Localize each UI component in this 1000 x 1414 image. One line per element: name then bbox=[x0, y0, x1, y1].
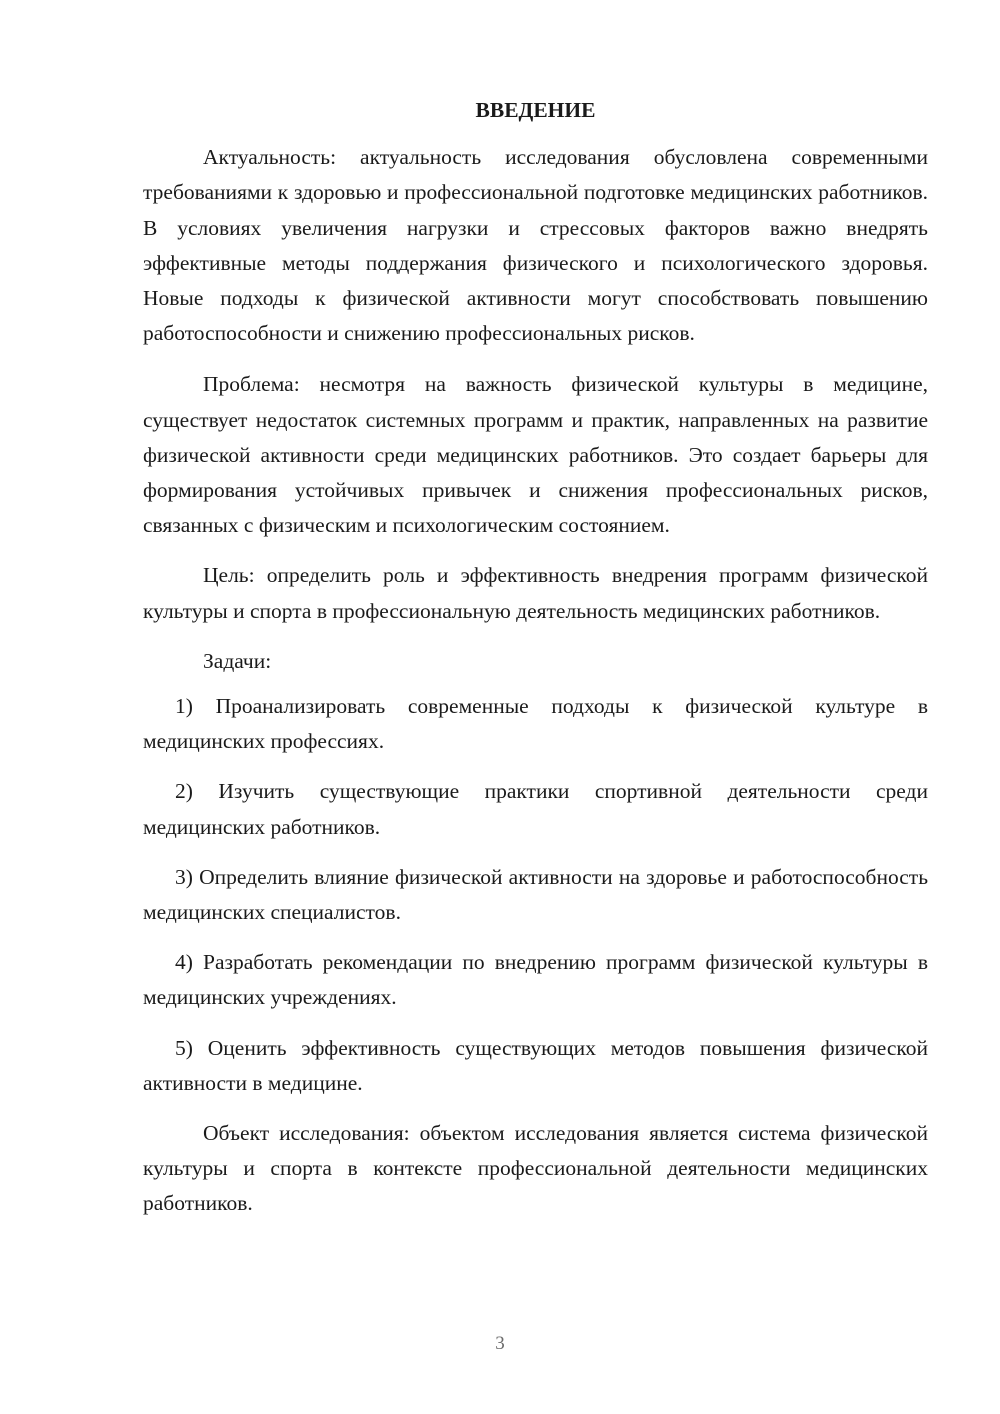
task-item: 4) Разработать рекомендации по внедрению программ физической культуры в медицинских учреждениях. bbox=[143, 950, 928, 1010]
tasks-label: Задачи: bbox=[203, 648, 272, 673]
problem-paragraph: Проблема: несмотря на важность физической культуры в медицине, существует недостаток системных программ и практик, направленных на развитие физической активности среди медицинских работников. Это создает барьеры для формирования устойчивых привычек и снижения профессиональных рисков, связанных с физическим и психологическим состоянием. bbox=[143, 372, 928, 538]
tasks-list bbox=[143, 689, 928, 1101]
task-item: 5) Оценить эффективность существующих методов повышения физической активности в медицине. bbox=[143, 1035, 928, 1095]
task-item: 2) Изучить существующие практики спортивной деятельности среди медицинских работников. bbox=[143, 779, 928, 839]
object-paragraph: Объект исследования: объектом исследования является система физической культуры и спорта в контексте профессиональной деятельности медицинских работников. bbox=[143, 1121, 928, 1216]
task-item: 1) Проанализировать современные подходы к физической культуре в медицинских профессиях. bbox=[143, 694, 928, 754]
section-heading: ВВЕДЕНИЕ bbox=[475, 98, 596, 122]
relevance-paragraph: Актуальность: актуальность исследования обусловлена современными требованиями к здоровью и профессиональной подготовке медицинских работников. В условиях увеличения нагрузки и стрессовых факторов важно внедрять эффективные методы поддержания физического и психологического здоровья. Новые подходы к физической активности могут способствовать повышению работоспособности и снижению профессиональных рисков. bbox=[143, 145, 928, 346]
task-item: 3) Определить влияние физической активности на здоровье и работоспособность медицинских специалистов. bbox=[143, 864, 928, 925]
goal-paragraph: Цель: определить роль и эффективность внедрения программ физической культуры и спорта в профессиональную деятельность медицинских работников. bbox=[143, 563, 928, 623]
page-content bbox=[143, 93, 928, 1222]
page-number: 3 bbox=[495, 1333, 505, 1354]
